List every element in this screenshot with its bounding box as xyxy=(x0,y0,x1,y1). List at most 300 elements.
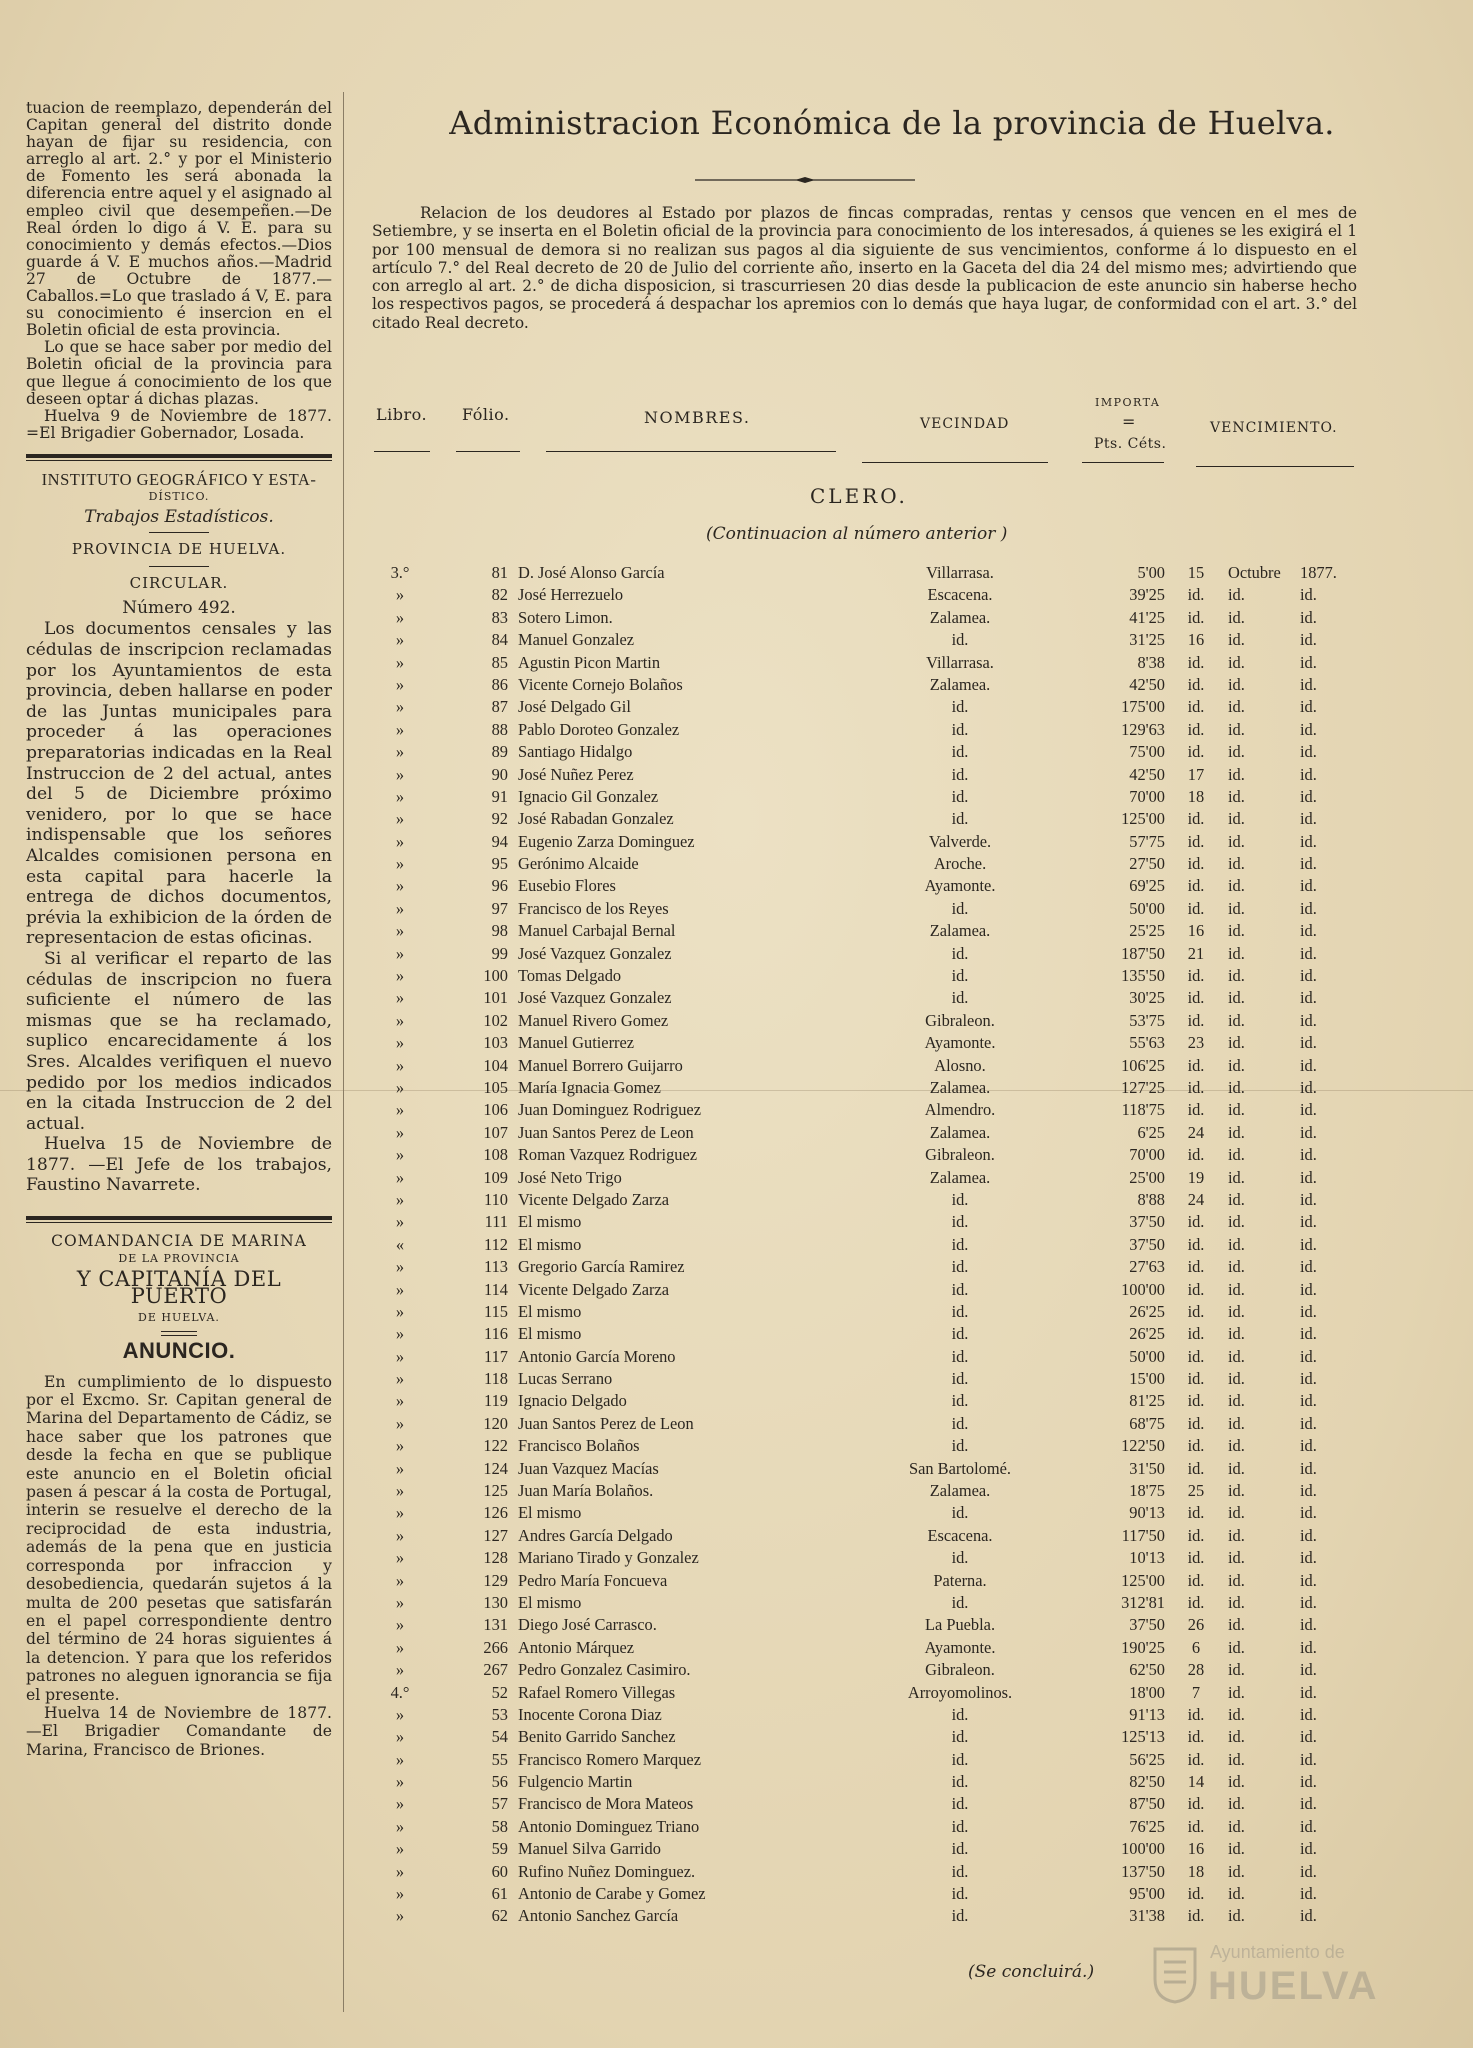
table-row xyxy=(0,1816,1473,1838)
vencimiento-anio-cell: id. xyxy=(1300,854,1317,874)
importe-cell: 70'00 xyxy=(1129,1145,1165,1165)
vecindad-cell: Gibraleon. xyxy=(925,1010,995,1030)
importe-cell: 50'00 xyxy=(1129,898,1165,918)
vencimiento-dia-cell: id. xyxy=(1187,1324,1205,1344)
vecindad-cell: Gibraleon. xyxy=(925,1660,995,1680)
vencimiento-dia-cell: 28 xyxy=(1187,1660,1205,1680)
libro-cell: » xyxy=(395,854,405,874)
folio-cell: 119 xyxy=(484,1391,508,1411)
header-rule xyxy=(862,462,1048,463)
folio-cell: 97 xyxy=(491,898,508,918)
vencimiento-mes-cell: id. xyxy=(1228,898,1245,918)
vencimiento-anio-cell: id. xyxy=(1300,585,1317,605)
vencimiento-mes-cell: id. xyxy=(1228,1727,1245,1747)
vecindad-cell: id. xyxy=(951,1727,969,1747)
table-row xyxy=(0,1793,1473,1815)
vencimiento-dia-cell: id. xyxy=(1187,1503,1205,1523)
vencimiento-anio-cell: id. xyxy=(1300,1637,1317,1657)
table-row xyxy=(0,875,1473,897)
vencimiento-anio-cell: id. xyxy=(1300,1324,1317,1344)
name-cell: Mariano Tirado y Gonzalez xyxy=(518,1548,699,1568)
vencimiento-dia-cell: id. xyxy=(1187,1458,1205,1478)
vencimiento-dia-cell: id. xyxy=(1187,1010,1205,1030)
table-row xyxy=(0,1167,1473,1189)
vecindad-cell: Zalamea. xyxy=(929,674,991,694)
vencimiento-anio-cell: id. xyxy=(1300,1301,1317,1321)
vencimiento-anio-cell: id. xyxy=(1300,898,1317,918)
header-rule xyxy=(1196,466,1354,467)
name-cell: Manuel Gutierrez xyxy=(518,1033,635,1053)
vencimiento-mes-cell: id. xyxy=(1228,1548,1245,1568)
folio-cell: 98 xyxy=(491,921,508,941)
vencimiento-dia-cell: id. xyxy=(1187,1413,1205,1433)
libro-cell: 4.° xyxy=(390,1682,410,1702)
vecindad-cell: Gibraleon. xyxy=(925,1145,995,1165)
vencimiento-mes-cell: id. xyxy=(1228,1010,1245,1030)
institute-heading-cont: DÍSTICO. xyxy=(148,489,210,503)
table-row xyxy=(0,1211,1473,1233)
name-cell: D. José Alonso García xyxy=(518,563,665,582)
name-cell: Antonio Márquez xyxy=(518,1637,635,1657)
vencimiento-dia-cell: 7 xyxy=(1191,1682,1201,1702)
libro-cell: » xyxy=(395,1637,405,1657)
vecindad-cell: id. xyxy=(951,1257,969,1277)
name-cell: Lucas Serrano xyxy=(518,1369,613,1389)
vencimiento-mes-cell: id. xyxy=(1228,1458,1245,1478)
vencimiento-mes-cell: id. xyxy=(1228,1346,1245,1366)
table-row xyxy=(0,607,1473,629)
vencimiento-mes-cell: id. xyxy=(1228,809,1245,829)
folio-cell: 52 xyxy=(491,1682,508,1702)
vencimiento-mes-cell: id. xyxy=(1228,1570,1245,1590)
name-cell: Agustin Picon Martin xyxy=(518,652,661,672)
table-row xyxy=(0,1749,1473,1771)
name-cell: Rafael Romero Villegas xyxy=(518,1682,676,1702)
name-cell: Tomas Delgado xyxy=(518,966,622,986)
vencimiento-mes-cell: id. xyxy=(1228,1906,1245,1926)
vecindad-cell: Escacena. xyxy=(927,585,993,605)
table-row xyxy=(0,584,1473,606)
table-row xyxy=(0,1323,1473,1345)
folio-cell: 109 xyxy=(483,1167,508,1187)
vencimiento-dia-cell: 21 xyxy=(1187,943,1205,963)
libro-cell: » xyxy=(395,630,405,650)
libro-cell: » xyxy=(395,697,405,717)
table-row xyxy=(0,764,1473,786)
vecindad-cell: id. xyxy=(951,742,969,762)
table-row xyxy=(0,696,1473,718)
vecindad-cell: id. xyxy=(951,697,969,717)
page-title: Administracion Económica de la provincia de Huelva. xyxy=(449,104,1335,142)
importe-cell: 31'50 xyxy=(1129,1458,1165,1478)
vencimiento-mes-cell: id. xyxy=(1228,697,1245,717)
table-row xyxy=(0,1010,1473,1032)
circular-heading: CIRCULAR. xyxy=(129,574,229,593)
libro-cell: » xyxy=(395,1794,405,1814)
libro-cell: » xyxy=(395,809,405,829)
vecindad-cell: Zalamea. xyxy=(929,1122,991,1142)
vencimiento-anio-cell: id. xyxy=(1300,764,1317,784)
importe-cell: 106'25 xyxy=(1121,1055,1165,1075)
importe-cell: 95'00 xyxy=(1129,1884,1165,1904)
table-row xyxy=(0,1099,1473,1121)
importe-cell: 187'50 xyxy=(1121,943,1165,963)
table-row xyxy=(0,1704,1473,1726)
folio-cell: 100 xyxy=(483,966,508,986)
libro-cell: » xyxy=(395,719,405,739)
vecindad-cell: id. xyxy=(951,898,969,918)
vecindad-cell: id. xyxy=(951,1839,969,1859)
vecindad-cell: Zalamea. xyxy=(929,1167,991,1187)
vencimiento-dia-cell: id. xyxy=(1187,1794,1205,1814)
name-cell: Eugenio Zarza Dominguez xyxy=(518,831,695,851)
vencimiento-dia-cell: id. xyxy=(1187,988,1205,1008)
vencimiento-dia-cell: 15 xyxy=(1187,563,1205,582)
libro-cell: » xyxy=(395,1727,405,1747)
vencimiento-mes-cell: id. xyxy=(1228,1055,1245,1075)
importe-cell: 55'63 xyxy=(1129,1033,1165,1053)
vencimiento-anio-cell: id. xyxy=(1300,1615,1317,1635)
vencimiento-dia-cell: 24 xyxy=(1187,1189,1205,1209)
circular-signature: Huelva 15 de Noviembre de 1877. —El Jefe de los trabajos, Faustino Navarrete. xyxy=(26,1134,332,1196)
vencimiento-dia-cell: id. xyxy=(1187,1301,1205,1321)
vencimiento-anio-cell: id. xyxy=(1300,1391,1317,1411)
importe-cell: 75'00 xyxy=(1129,742,1165,762)
table-row xyxy=(0,1883,1473,1905)
vencimiento-anio-cell: id. xyxy=(1300,1861,1317,1881)
vencimiento-mes-cell: id. xyxy=(1228,674,1245,694)
name-cell: José Vazquez Gonzalez xyxy=(518,988,672,1008)
vencimiento-anio-cell: id. xyxy=(1300,831,1317,851)
folio-cell: 120 xyxy=(483,1413,508,1433)
name-cell: El mismo xyxy=(518,1503,582,1523)
title-ornament xyxy=(695,177,915,183)
name-cell: Manuel Silva Garrido xyxy=(518,1839,661,1859)
name-cell: María Ignacia Gomez xyxy=(518,1077,661,1097)
libro-cell: » xyxy=(395,1570,405,1590)
libro-cell: » xyxy=(395,674,405,694)
importe-cell: 137'50 xyxy=(1121,1861,1165,1881)
importe-cell: 42'50 xyxy=(1129,764,1165,784)
vecindad-cell: id. xyxy=(951,1324,969,1344)
vencimiento-mes-cell: id. xyxy=(1228,786,1245,806)
folio-cell: 103 xyxy=(483,1033,508,1053)
vencimiento-mes-cell: id. xyxy=(1228,1189,1245,1209)
vecindad-cell: id. xyxy=(951,1592,969,1612)
name-cell: Juan Dominguez Rodriguez xyxy=(518,1100,701,1120)
vecindad-cell: id. xyxy=(951,1301,969,1321)
vencimiento-anio-cell: id. xyxy=(1300,1167,1317,1187)
importe-cell: 31'25 xyxy=(1129,630,1165,650)
folio-cell: 106 xyxy=(483,1100,508,1120)
name-cell: Manuel Carbajal Bernal xyxy=(518,921,676,941)
folio-cell: 54 xyxy=(491,1727,508,1747)
importe-cell: 18'00 xyxy=(1129,1682,1165,1702)
importe-cell: 26'25 xyxy=(1129,1301,1165,1321)
vecindad-cell: id. xyxy=(951,1816,969,1836)
name-cell: Manuel Rivero Gomez xyxy=(518,1010,669,1030)
vecindad-cell: id. xyxy=(951,1413,969,1433)
vencimiento-dia-cell: 24 xyxy=(1187,1122,1205,1142)
folio-cell: 91 xyxy=(491,786,508,806)
importe-cell: 118'75 xyxy=(1121,1100,1165,1120)
importe-cell: 56'25 xyxy=(1129,1749,1165,1769)
vencimiento-anio-cell: id. xyxy=(1300,1704,1317,1724)
name-cell: El mismo xyxy=(518,1592,582,1612)
vecindad-cell: Valverde. xyxy=(928,831,992,851)
importe-cell: 50'00 xyxy=(1129,1346,1165,1366)
importe-cell: 100'00 xyxy=(1121,1279,1165,1299)
libro-cell: » xyxy=(395,1772,405,1792)
libro-cell: » xyxy=(395,943,405,963)
name-cell: Vicente Delgado Zarza xyxy=(518,1189,669,1209)
folio-cell: 87 xyxy=(491,697,508,717)
folio-cell: 90 xyxy=(491,764,508,784)
libro-cell: » xyxy=(395,966,405,986)
table-row xyxy=(0,1368,1473,1390)
folio-cell: 94 xyxy=(491,831,508,851)
libro-cell: » xyxy=(395,1346,405,1366)
vencimiento-dia-cell: id. xyxy=(1187,1727,1205,1747)
intro-paragraph: Relacion de los deudores al Estado por plazos de fincas compradas, rentas y censos que vencen en el mes de Setiembre, y se inserta en el Boletin oficial de la provincia para conocimiento de los interesados, á quienes se les exigirá el 1 por 100 mensual de demora si no realizan sus pagos al dia siguiente de sus vencimientos, conforme á lo dispuesto en el artículo 7.° del Real decreto de 20 de Julio del corriente año, inserto en la Gaceta del dia 24 del mismo mes; advirtiendo que con arreglo al art. 2.° de dicha disposicion, si trascurriesen 20 dias desde la publicacion de este anuncio sin haberse hecho los respectivos pagos, se procederá á despachar los apremios con lo demás que haya lugar, de conformidad con el art. 3.° del citado Real decreto. xyxy=(372,204,1357,332)
folio-cell: 107 xyxy=(483,1122,508,1142)
libro-cell: » xyxy=(395,1301,405,1321)
folio-cell: 58 xyxy=(491,1816,508,1836)
table-row xyxy=(0,1861,1473,1883)
libro-cell: » xyxy=(395,1010,405,1030)
vecindad-cell: San Bartolomé. xyxy=(909,1458,1011,1478)
folio-cell: 112 xyxy=(484,1234,508,1254)
anuncio-heading: ANUNCIO. xyxy=(122,1337,236,1363)
folio-cell: 95 xyxy=(491,854,508,874)
folio-cell: 60 xyxy=(491,1861,508,1881)
vecindad-cell: id. xyxy=(951,988,969,1008)
libro-cell: » xyxy=(395,1369,405,1389)
vencimiento-anio-cell: id. xyxy=(1300,1436,1317,1456)
vecindad-cell: id. xyxy=(951,1704,969,1724)
archive-watermark xyxy=(1150,1930,1390,2030)
libro-cell: » xyxy=(395,1660,405,1680)
libro-cell: » xyxy=(395,1391,405,1411)
folio-cell: 92 xyxy=(491,809,508,829)
table-row xyxy=(0,853,1473,875)
importe-cell: 100'00 xyxy=(1121,1839,1165,1859)
table-row xyxy=(0,1547,1473,1569)
importe-cell: 18'75 xyxy=(1129,1481,1165,1501)
vecindad-cell: Zalamea. xyxy=(929,1481,991,1501)
folio-cell: 113 xyxy=(484,1257,508,1277)
name-cell: José Delgado Gil xyxy=(518,697,631,717)
provincia-heading: PROVINCIA DE HUELVA. xyxy=(71,540,287,559)
vecindad-cell: id. xyxy=(951,1279,969,1299)
vencimiento-dia-cell: id. xyxy=(1187,742,1205,762)
vencimiento-dia-cell: id. xyxy=(1187,585,1205,605)
folio-cell: 118 xyxy=(484,1369,508,1389)
folio-cell: 114 xyxy=(484,1279,508,1299)
section-rule xyxy=(26,454,332,458)
name-cell: Francisco de los Reyes xyxy=(518,898,669,918)
importe-cell: 135'50 xyxy=(1121,966,1165,986)
table-row xyxy=(0,1279,1473,1301)
vencimiento-anio-cell: id. xyxy=(1300,1794,1317,1814)
vencimiento-anio-cell: id. xyxy=(1300,921,1317,941)
importe-cell: 8'88 xyxy=(1137,1189,1165,1209)
importe-cell: 122'50 xyxy=(1121,1436,1165,1456)
vencimiento-mes-cell: id. xyxy=(1228,1413,1245,1433)
header-nombres: NOMBRES. xyxy=(644,408,751,427)
table-row xyxy=(0,652,1473,674)
table-row xyxy=(0,1525,1473,1547)
vecindad-cell: id. xyxy=(951,1503,969,1523)
table-row xyxy=(0,1502,1473,1524)
vecindad-cell: id. xyxy=(951,1346,969,1366)
vencimiento-mes-cell: id. xyxy=(1228,1682,1245,1702)
table-row xyxy=(0,741,1473,763)
vencimiento-dia-cell: id. xyxy=(1187,1100,1205,1120)
vencimiento-dia-cell: id. xyxy=(1187,898,1205,918)
folio-cell: 55 xyxy=(491,1749,508,1769)
table-row xyxy=(0,987,1473,1009)
vencimiento-mes-cell: id. xyxy=(1228,1481,1245,1501)
header-importa: IMPORTA xyxy=(1095,396,1161,409)
folio-cell: 84 xyxy=(491,630,508,650)
table-row xyxy=(0,1458,1473,1480)
folio-cell: 122 xyxy=(483,1436,508,1456)
table-row xyxy=(0,808,1473,830)
header-equals: = xyxy=(1122,412,1136,431)
vecindad-cell: id. xyxy=(951,966,969,986)
vencimiento-dia-cell: id. xyxy=(1187,719,1205,739)
vencimiento-dia-cell: 16 xyxy=(1187,630,1205,650)
importe-cell: 41'25 xyxy=(1129,607,1165,627)
libro-cell: » xyxy=(395,1324,405,1344)
importe-cell: 37'50 xyxy=(1129,1615,1165,1635)
importe-cell: 5'00 xyxy=(1137,563,1165,582)
vencimiento-anio-cell: id. xyxy=(1300,1212,1317,1232)
table-row xyxy=(0,562,1473,584)
folio-cell: 59 xyxy=(491,1839,508,1859)
vecindad-cell: Ayamonte. xyxy=(924,1033,996,1053)
vecindad-cell: id. xyxy=(951,1548,969,1568)
vencimiento-mes-cell: id. xyxy=(1228,1839,1245,1859)
header-vencimiento: VENCIMIENTO. xyxy=(1210,420,1338,436)
folio-cell: 126 xyxy=(483,1503,508,1523)
vencimiento-mes-cell: id. xyxy=(1228,1772,1245,1792)
table-row xyxy=(0,1144,1473,1166)
vencimiento-dia-cell: 25 xyxy=(1187,1481,1205,1501)
vencimiento-mes-cell: id. xyxy=(1228,1167,1245,1187)
vencimiento-dia-cell: id. xyxy=(1187,1816,1205,1836)
table-row xyxy=(0,1055,1473,1077)
importe-cell: 129'63 xyxy=(1121,719,1165,739)
importe-cell: 70'00 xyxy=(1129,786,1165,806)
header-ptas: Pts. Céts. xyxy=(1094,436,1167,452)
vencimiento-mes-cell: id. xyxy=(1228,719,1245,739)
table-row xyxy=(0,1570,1473,1592)
vencimiento-anio-cell: id. xyxy=(1300,1257,1317,1277)
vencimiento-mes-cell: id. xyxy=(1228,1525,1245,1545)
vencimiento-dia-cell: id. xyxy=(1187,1391,1205,1411)
libro-cell: » xyxy=(395,1525,405,1545)
vecindad-cell: id. xyxy=(951,1436,969,1456)
libro-cell: » xyxy=(395,921,405,941)
importe-cell: 68'75 xyxy=(1129,1413,1165,1433)
table-row xyxy=(0,965,1473,987)
left-signature: Huelva 9 de Noviembre de 1877. =El Brigadier Gobernador, Losada. xyxy=(26,406,332,442)
name-cell: Antonio García Moreno xyxy=(518,1346,676,1366)
vencimiento-mes-cell: id. xyxy=(1228,988,1245,1008)
table-row xyxy=(0,629,1473,651)
vencimiento-dia-cell: id. xyxy=(1187,831,1205,851)
libro-cell: 3.° xyxy=(390,563,410,582)
vencimiento-dia-cell: id. xyxy=(1187,809,1205,829)
vencimiento-anio-cell: id. xyxy=(1300,1570,1317,1590)
name-cell: Pablo Doroteo Gonzalez xyxy=(518,719,680,739)
vencimiento-mes-cell: id. xyxy=(1228,1212,1245,1232)
libro-cell: » xyxy=(395,1548,405,1568)
libro-cell: » xyxy=(395,585,405,605)
importe-cell: 27'50 xyxy=(1129,854,1165,874)
importe-cell: 190'25 xyxy=(1121,1637,1165,1657)
vecindad-cell: id. xyxy=(951,1794,969,1814)
circular-paragraph: Los documentos censales y las cédulas de inscripcion reclamadas por los Ayuntamientos de esta provincia, deben hallarse en poder de las Juntas municipales para proceder á las operaciones preparatorias indicadas en la Real Instruccion de 2 del actual, antes del 5 de Diciembre próximo venidero, por lo que se hace indispensable que los señores Alcaldes comisionen persona en esta capital para hacerle la entrega de dichos documentos, prévia la exhibicion de la órden de representacion de estas oficinas. xyxy=(26,619,332,949)
short-rule xyxy=(149,532,209,533)
vencimiento-dia-cell: id. xyxy=(1187,1570,1205,1590)
folio-cell: 53 xyxy=(491,1704,508,1724)
vencimiento-mes-cell: id. xyxy=(1228,854,1245,874)
name-cell: Eusebio Flores xyxy=(518,876,616,896)
vencimiento-dia-cell: id. xyxy=(1187,1884,1205,1904)
comandancia-sub: DE LA PROVINCIA xyxy=(118,1252,240,1266)
vencimiento-dia-cell: id. xyxy=(1187,1212,1205,1232)
vencimiento-anio-cell: id. xyxy=(1300,1839,1317,1859)
vencimiento-mes-cell: id. xyxy=(1228,1503,1245,1523)
vencimiento-mes-cell: id. xyxy=(1228,1234,1245,1254)
vencimiento-anio-cell: id. xyxy=(1300,1525,1317,1545)
vencimiento-dia-cell: id. xyxy=(1187,1749,1205,1769)
name-cell: El mismo xyxy=(518,1324,582,1344)
debtors-table xyxy=(0,562,1473,1928)
importe-cell: 125'00 xyxy=(1121,1570,1165,1590)
table-row xyxy=(0,1614,1473,1636)
vecindad-cell: Zalamea. xyxy=(929,1077,991,1097)
libro-cell: » xyxy=(395,1212,405,1232)
table-row xyxy=(0,1726,1473,1748)
capitania-sub: DE HUELVA. xyxy=(138,1311,220,1325)
name-cell: Benito Garrido Sanchez xyxy=(518,1727,676,1747)
vencimiento-dia-cell: id. xyxy=(1187,674,1205,694)
header-vecindad: VECINDAD xyxy=(920,416,1010,432)
vecindad-cell: Almendro. xyxy=(924,1100,996,1120)
name-cell: Santiago Hidalgo xyxy=(518,742,633,762)
vencimiento-mes-cell: id. xyxy=(1228,585,1245,605)
name-cell: Manuel Gonzalez xyxy=(518,630,635,650)
vencimiento-anio-cell: id. xyxy=(1300,786,1317,806)
table-row xyxy=(0,786,1473,808)
libro-cell: » xyxy=(395,652,405,672)
table-row xyxy=(0,1592,1473,1614)
vencimiento-dia-cell: 17 xyxy=(1187,764,1205,784)
libro-cell: » xyxy=(395,1749,405,1769)
importe-cell: 10'13 xyxy=(1129,1548,1165,1568)
header-rule xyxy=(456,451,520,452)
vecindad-cell: id. xyxy=(951,1861,969,1881)
table-row xyxy=(0,1637,1473,1659)
folio-cell: 89 xyxy=(491,742,508,762)
vencimiento-anio-cell: id. xyxy=(1300,1816,1317,1836)
vencimiento-anio-cell: id. xyxy=(1300,652,1317,672)
importe-cell: 62'50 xyxy=(1129,1660,1165,1680)
